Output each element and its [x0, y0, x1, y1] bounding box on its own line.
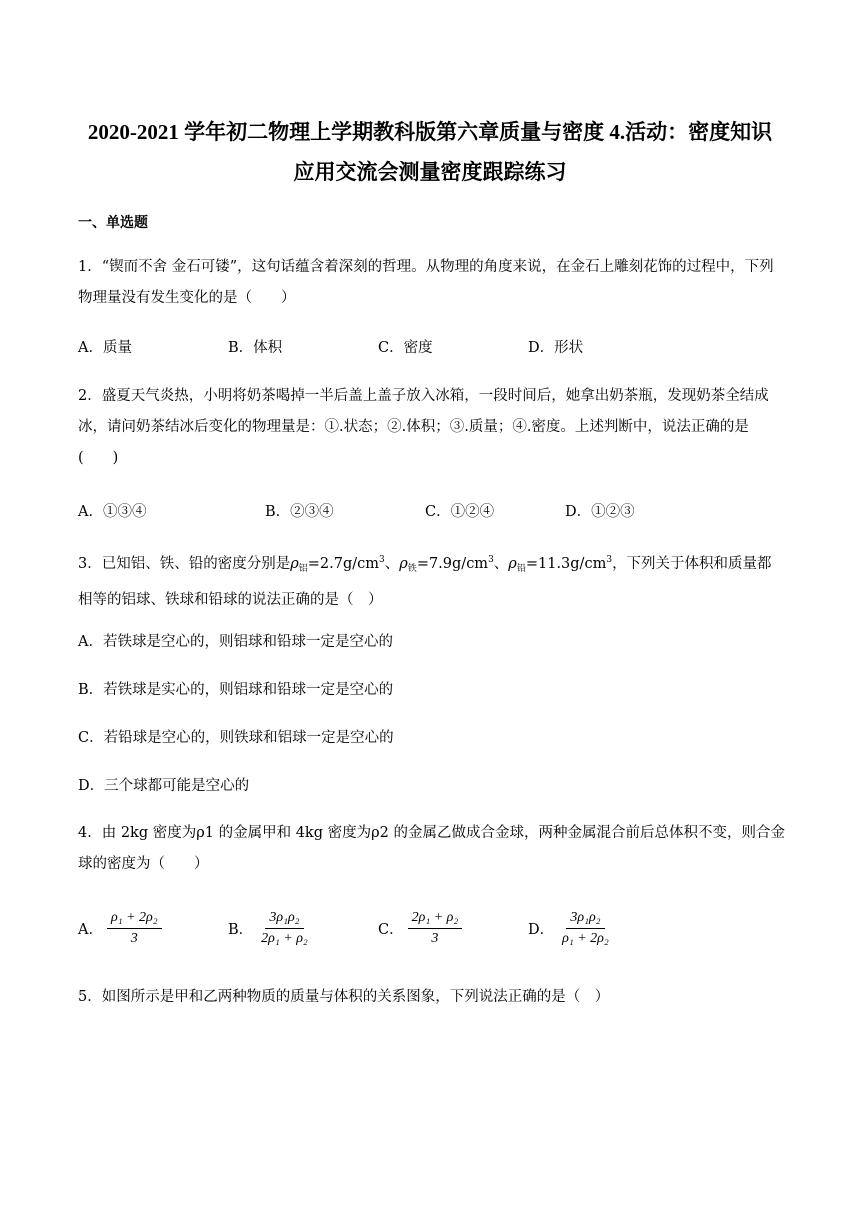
- cube-exponent: 3: [488, 555, 494, 565]
- fraction-denominator: ρ₁ + 2ρ₂: [562, 931, 609, 946]
- question-3-option-d: D．三个球都可能是空心的: [78, 778, 250, 794]
- separator: 、: [384, 556, 400, 572]
- question-1-option-d: D．形状: [528, 340, 584, 356]
- fraction-denominator: 3: [130, 931, 138, 946]
- fraction-denominator: 3: [431, 931, 439, 946]
- density-aluminum: =2.7g/cm: [307, 556, 380, 572]
- fraction-denominator: 2ρ₁ + ρ₂: [261, 931, 308, 946]
- option-c-fraction: [408, 910, 463, 947]
- question-1-text: 1．“锲而不舍 金石可镂”，这句话蕴含着深刻的哲理。从物理的角度来说，在金石上雕刻花饰的过程中，下列物理量没有发生变化的是（ ）: [78, 259, 774, 306]
- question-4-option-a: [78, 910, 162, 947]
- question-3-option-a: A．若铁球是空心的，则铝球和铅球一定是空心的: [78, 634, 393, 650]
- question-3-option-b: B．若铁球是实心的，则铝球和铅球一定是空心的: [78, 682, 394, 698]
- fraction-numerator: 2ρ₁ + ρ₂: [408, 910, 463, 929]
- rho-symbol: ρ: [508, 556, 517, 572]
- cube-exponent: 3: [379, 555, 385, 565]
- option-a-fraction: [107, 910, 162, 947]
- question-4-text: 4．由 2kg 密度为ρ1 的金属甲和 4kg 密度为ρ2 的金属乙做成合金球，两种金属混合前后总体积不变，则合金球的密度为（ ）: [78, 825, 785, 872]
- question-2-option-d: D．①②③: [565, 504, 635, 520]
- document-title-line-2: 应用交流会测量密度跟踪练习: [293, 160, 567, 184]
- fraction-numerator: 3ρ₁ρ₂: [265, 910, 303, 929]
- question-1-option-b: B．体积: [228, 340, 283, 356]
- question-4-option-b: [228, 910, 312, 947]
- question-1-option-a: A．质量: [78, 340, 132, 356]
- option-d-fraction: [558, 910, 613, 947]
- subscript-aluminum: 铝: [298, 564, 308, 574]
- fraction-numerator: ρ₁ + 2ρ₂: [107, 910, 162, 929]
- question-2-text: 2．盛夏天气炎热，小明将奶茶喝掉一半后盖上盖子放入冰箱，一段时间后，她拿出奶茶瓶，发现奶茶全结成冰，请问奶茶结冰后变化的物理量是：①.状态；②.体积；③.质量；④.密度。上述判断中，说法正确的是( ): [78, 388, 769, 466]
- question-3-text: [78, 545, 786, 616]
- rho-symbol: ρ: [399, 556, 408, 572]
- fraction-numerator: 3ρ₁ρ₂: [566, 910, 604, 929]
- question-3-prefix: 3．已知铝、铁、铅的密度分别是: [78, 556, 291, 572]
- separator: 、: [493, 556, 509, 572]
- density-iron: =7.9g/cm: [416, 556, 489, 572]
- question-3-option-c: C．若铅球是空心的，则铁球和铝球一定是空心的: [78, 730, 394, 746]
- option-d-label: D．: [528, 922, 555, 938]
- section-heading: 一、单选题: [78, 215, 148, 231]
- question-2-option-c: C．①②④: [425, 504, 495, 520]
- option-a-label: A．: [78, 922, 103, 938]
- question-1-option-c: C．密度: [378, 340, 433, 356]
- option-b-label: B．: [228, 922, 254, 938]
- document-title-line-1: 2020-2021 学年初二物理上学期教科版第六章质量与密度 4.活动：密度知识: [87, 120, 773, 144]
- cube-exponent: 3: [606, 555, 613, 565]
- subscript-lead: 铅: [516, 564, 526, 574]
- question-4-option-d: [528, 910, 613, 947]
- question-4-option-c: [378, 910, 462, 947]
- question-3-suffix: ，下列关于体积和质量都相等的铝球、铁球和铅球的说法正确的是（ ）: [78, 556, 772, 608]
- subscript-iron: 铁: [407, 564, 417, 574]
- density-lead: =11.3g/cm: [525, 556, 607, 572]
- question-5-text: 5．如图所示是甲和乙两种物质的质量与体积的关系图象，下列说法正确的是（ ）: [78, 989, 610, 1005]
- rho-symbol: ρ: [290, 556, 299, 572]
- option-c-label: C．: [378, 922, 404, 938]
- question-2-option-a: A．①③④: [78, 504, 147, 520]
- question-2-option-b: B．②③④: [265, 504, 334, 520]
- option-b-fraction: [257, 910, 312, 947]
